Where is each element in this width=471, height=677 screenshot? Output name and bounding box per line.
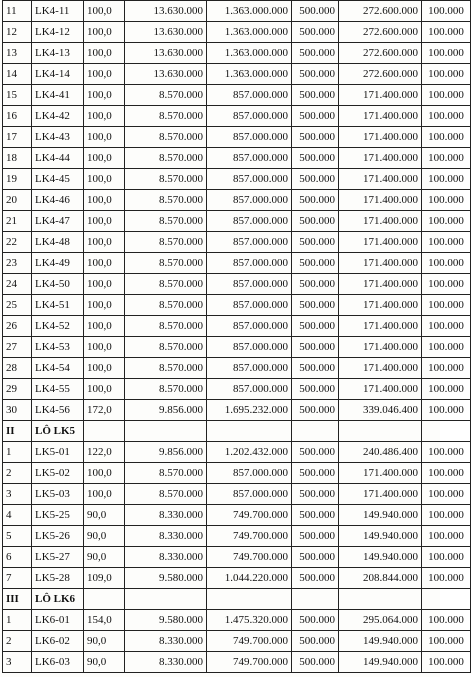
table-row — [3, 85, 471, 106]
cell-total: 857.000.000 — [207, 295, 292, 316]
table-row — [3, 1, 471, 22]
cell-extra: 100.000 — [422, 547, 471, 568]
cell-deposit: 171.400.000 — [339, 148, 422, 169]
cell-area: 100,0 — [84, 295, 125, 316]
cell-total: 1.475.320.000 — [207, 610, 292, 631]
table-row — [3, 442, 471, 463]
cell-unit-price: 9.856.000 — [125, 400, 207, 421]
cell-deposit: 171.400.000 — [339, 274, 422, 295]
cell-fee: 500.000 — [292, 1, 339, 22]
cell-total: 857.000.000 — [207, 274, 292, 295]
cell-unit-price: 13.630.000 — [125, 1, 207, 22]
cell-total: 749.700.000 — [207, 526, 292, 547]
cell-stt: 26 — [3, 316, 32, 337]
table-row — [3, 505, 471, 526]
table-row — [3, 526, 471, 547]
cell-total: 857.000.000 — [207, 337, 292, 358]
cell-total: 857.000.000 — [207, 169, 292, 190]
cell-extra: 100.000 — [422, 316, 471, 337]
cell-code: LK4-45 — [32, 169, 84, 190]
cell-deposit: 171.400.000 — [339, 358, 422, 379]
cell-extra: 100.000 — [422, 1, 471, 22]
cell-code: LK5-26 — [32, 526, 84, 547]
cell-total: 1.363.000.000 — [207, 1, 292, 22]
cell-stt: 29 — [3, 379, 32, 400]
cell-stt: 15 — [3, 85, 32, 106]
cell-stt: 14 — [3, 64, 32, 85]
cell-area: 100,0 — [84, 148, 125, 169]
cell-stt: 13 — [3, 43, 32, 64]
cell-code: LK4-11 — [32, 1, 84, 22]
cell-unit-price: 8.570.000 — [125, 295, 207, 316]
cell-area: 100,0 — [84, 64, 125, 85]
cell-unit-price: 13.630.000 — [125, 22, 207, 43]
cell-unit-price: 8.570.000 — [125, 85, 207, 106]
cell-extra: 100.000 — [422, 148, 471, 169]
cell-extra: 100.000 — [422, 274, 471, 295]
cell-code: LK5-27 — [32, 547, 84, 568]
cell-fee: 500.000 — [292, 358, 339, 379]
cell-fee: 500.000 — [292, 253, 339, 274]
cell-deposit: 171.400.000 — [339, 337, 422, 358]
cell-deposit: 149.940.000 — [339, 505, 422, 526]
empty-cell — [84, 421, 125, 442]
cell-area: 100,0 — [84, 22, 125, 43]
cell-code: LK4-12 — [32, 22, 84, 43]
cell-unit-price: 9.856.000 — [125, 442, 207, 463]
cell-stt: 2 — [3, 631, 32, 652]
cell-area: 100,0 — [84, 1, 125, 22]
cell-unit-price: 8.570.000 — [125, 274, 207, 295]
cell-stt: 3 — [3, 652, 32, 673]
cell-stt: 11 — [3, 1, 32, 22]
cell-total: 1.363.000.000 — [207, 43, 292, 64]
table-row — [3, 547, 471, 568]
cell-code: LK5-01 — [32, 442, 84, 463]
cell-area: 100,0 — [84, 463, 125, 484]
cell-fee: 500.000 — [292, 169, 339, 190]
cell-deposit: 171.400.000 — [339, 316, 422, 337]
cell-total: 857.000.000 — [207, 253, 292, 274]
cell-fee: 500.000 — [292, 232, 339, 253]
cell-area: 100,0 — [84, 358, 125, 379]
cell-area: 154,0 — [84, 610, 125, 631]
cell-deposit: 149.940.000 — [339, 631, 422, 652]
table-row — [3, 400, 471, 421]
cell-extra: 100.000 — [422, 484, 471, 505]
cell-code: LK4-52 — [32, 316, 84, 337]
cell-total: 857.000.000 — [207, 484, 292, 505]
cell-fee: 500.000 — [292, 442, 339, 463]
table-row — [3, 253, 471, 274]
cell-deposit: 171.400.000 — [339, 190, 422, 211]
empty-cell — [422, 589, 471, 610]
cell-extra: 100.000 — [422, 64, 471, 85]
cell-code: LK6-03 — [32, 652, 84, 673]
cell-extra: 100.000 — [422, 505, 471, 526]
cell-code: LK4-42 — [32, 106, 84, 127]
cell-total: 1.202.432.000 — [207, 442, 292, 463]
cell-total: 749.700.000 — [207, 547, 292, 568]
cell-extra: 100.000 — [422, 106, 471, 127]
empty-cell — [125, 421, 207, 442]
cell-stt: 7 — [3, 568, 32, 589]
cell-unit-price: 8.570.000 — [125, 106, 207, 127]
cell-extra: 100.000 — [422, 568, 471, 589]
table-row — [3, 274, 471, 295]
cell-code: LK6-01 — [32, 610, 84, 631]
cell-unit-price: 8.570.000 — [125, 463, 207, 484]
cell-deposit: 171.400.000 — [339, 253, 422, 274]
cell-unit-price: 9.580.000 — [125, 568, 207, 589]
cell-area: 100,0 — [84, 379, 125, 400]
cell-fee: 500.000 — [292, 652, 339, 673]
cell-area: 100,0 — [84, 337, 125, 358]
cell-area: 100,0 — [84, 190, 125, 211]
cell-total: 1.044.220.000 — [207, 568, 292, 589]
table-row — [3, 43, 471, 64]
empty-cell — [339, 589, 422, 610]
cell-stt: 6 — [3, 547, 32, 568]
cell-area: 172,0 — [84, 400, 125, 421]
cell-extra: 100.000 — [422, 337, 471, 358]
cell-area: 100,0 — [84, 253, 125, 274]
cell-total: 857.000.000 — [207, 379, 292, 400]
cell-unit-price: 8.570.000 — [125, 190, 207, 211]
cell-total: 857.000.000 — [207, 232, 292, 253]
cell-extra: 100.000 — [422, 253, 471, 274]
cell-deposit: 149.940.000 — [339, 652, 422, 673]
cell-extra: 100.000 — [422, 85, 471, 106]
cell-total: 857.000.000 — [207, 85, 292, 106]
cell-area: 109,0 — [84, 568, 125, 589]
table-row — [3, 211, 471, 232]
cell-deposit: 171.400.000 — [339, 211, 422, 232]
cell-extra: 100.000 — [422, 211, 471, 232]
cell-unit-price: 8.330.000 — [125, 652, 207, 673]
cell-total: 1.363.000.000 — [207, 64, 292, 85]
cell-extra: 100.000 — [422, 379, 471, 400]
empty-cell — [125, 589, 207, 610]
cell-deposit: 339.046.400 — [339, 400, 422, 421]
cell-code: LK4-49 — [32, 253, 84, 274]
cell-unit-price: 8.570.000 — [125, 169, 207, 190]
cell-stt: 24 — [3, 274, 32, 295]
empty-cell — [292, 589, 339, 610]
table-row — [3, 106, 471, 127]
cell-fee: 500.000 — [292, 148, 339, 169]
cell-area: 100,0 — [84, 316, 125, 337]
table-row — [3, 169, 471, 190]
table-row — [3, 610, 471, 631]
cell-deposit: 272.600.000 — [339, 22, 422, 43]
cell-fee: 500.000 — [292, 400, 339, 421]
cell-area: 100,0 — [84, 169, 125, 190]
cell-fee: 500.000 — [292, 568, 339, 589]
cell-total: 1.363.000.000 — [207, 22, 292, 43]
cell-code: LK4-13 — [32, 43, 84, 64]
table-row — [3, 463, 471, 484]
cell-unit-price: 13.630.000 — [125, 43, 207, 64]
cell-extra: 100.000 — [422, 400, 471, 421]
cell-area: 90,0 — [84, 547, 125, 568]
cell-unit-price: 8.570.000 — [125, 379, 207, 400]
cell-fee: 500.000 — [292, 274, 339, 295]
cell-total: 857.000.000 — [207, 190, 292, 211]
cell-fee: 500.000 — [292, 337, 339, 358]
cell-extra: 100.000 — [422, 631, 471, 652]
cell-extra: 100.000 — [422, 652, 471, 673]
cell-extra: 100.000 — [422, 526, 471, 547]
cell-code: LK4-55 — [32, 379, 84, 400]
cell-unit-price: 13.630.000 — [125, 64, 207, 85]
cell-code: LK5-28 — [32, 568, 84, 589]
cell-fee: 500.000 — [292, 484, 339, 505]
cell-fee: 500.000 — [292, 85, 339, 106]
cell-stt: 5 — [3, 526, 32, 547]
cell-code: LK5-03 — [32, 484, 84, 505]
section-row — [3, 421, 471, 442]
cell-fee: 500.000 — [292, 22, 339, 43]
cell-area: 100,0 — [84, 484, 125, 505]
cell-unit-price: 8.570.000 — [125, 337, 207, 358]
cell-deposit: 171.400.000 — [339, 85, 422, 106]
cell-unit-price: 9.580.000 — [125, 610, 207, 631]
table-row — [3, 379, 471, 400]
section-title: LÔ LK5 — [32, 421, 84, 442]
cell-unit-price: 8.570.000 — [125, 127, 207, 148]
cell-area: 90,0 — [84, 631, 125, 652]
cell-deposit: 171.400.000 — [339, 484, 422, 505]
cell-total: 749.700.000 — [207, 631, 292, 652]
cell-total: 857.000.000 — [207, 358, 292, 379]
cell-unit-price: 8.330.000 — [125, 505, 207, 526]
cell-unit-price: 8.330.000 — [125, 631, 207, 652]
cell-code: LK5-25 — [32, 505, 84, 526]
cell-total: 857.000.000 — [207, 106, 292, 127]
cell-code: LK4-43 — [32, 127, 84, 148]
cell-fee: 500.000 — [292, 505, 339, 526]
cell-fee: 500.000 — [292, 316, 339, 337]
cell-stt: 16 — [3, 106, 32, 127]
cell-stt: 23 — [3, 253, 32, 274]
cell-stt: 25 — [3, 295, 32, 316]
table-row — [3, 358, 471, 379]
cell-total: 749.700.000 — [207, 652, 292, 673]
cell-extra: 100.000 — [422, 43, 471, 64]
table-row — [3, 127, 471, 148]
cell-code: LK4-53 — [32, 337, 84, 358]
cell-fee: 500.000 — [292, 463, 339, 484]
cell-unit-price: 8.570.000 — [125, 253, 207, 274]
cell-deposit: 171.400.000 — [339, 106, 422, 127]
cell-deposit: 171.400.000 — [339, 379, 422, 400]
cell-code: LK4-41 — [32, 85, 84, 106]
section-title: LÔ LK6 — [32, 589, 84, 610]
cell-stt: 1 — [3, 442, 32, 463]
cell-unit-price: 8.570.000 — [125, 148, 207, 169]
cell-fee: 500.000 — [292, 610, 339, 631]
cell-area: 100,0 — [84, 211, 125, 232]
cell-deposit: 208.844.000 — [339, 568, 422, 589]
cell-fee: 500.000 — [292, 547, 339, 568]
table-row — [3, 337, 471, 358]
cell-extra: 100.000 — [422, 190, 471, 211]
cell-code: LK4-44 — [32, 148, 84, 169]
empty-cell — [84, 589, 125, 610]
cell-stt: 20 — [3, 190, 32, 211]
empty-cell — [422, 421, 471, 442]
cell-code: LK4-51 — [32, 295, 84, 316]
table-row — [3, 148, 471, 169]
cell-code: LK4-56 — [32, 400, 84, 421]
cell-unit-price: 8.330.000 — [125, 526, 207, 547]
cell-code: LK4-54 — [32, 358, 84, 379]
table-row — [3, 295, 471, 316]
cell-fee: 500.000 — [292, 526, 339, 547]
cell-total: 857.000.000 — [207, 316, 292, 337]
cell-deposit: 171.400.000 — [339, 463, 422, 484]
cell-deposit: 295.064.000 — [339, 610, 422, 631]
cell-stt: 1 — [3, 610, 32, 631]
cell-stt: 12 — [3, 22, 32, 43]
table-row — [3, 568, 471, 589]
section-number: III — [3, 589, 32, 610]
cell-deposit: 149.940.000 — [339, 547, 422, 568]
cell-extra: 100.000 — [422, 442, 471, 463]
cell-fee: 500.000 — [292, 295, 339, 316]
cell-extra: 100.000 — [422, 22, 471, 43]
cell-total: 857.000.000 — [207, 211, 292, 232]
cell-stt: 28 — [3, 358, 32, 379]
cell-fee: 500.000 — [292, 631, 339, 652]
cell-total: 1.695.232.000 — [207, 400, 292, 421]
cell-deposit: 171.400.000 — [339, 295, 422, 316]
cell-unit-price: 8.570.000 — [125, 232, 207, 253]
cell-stt: 27 — [3, 337, 32, 358]
cell-area: 100,0 — [84, 43, 125, 64]
cell-deposit: 240.486.400 — [339, 442, 422, 463]
cell-code: LK4-48 — [32, 232, 84, 253]
cell-total: 857.000.000 — [207, 463, 292, 484]
cell-deposit: 171.400.000 — [339, 127, 422, 148]
cell-stt: 19 — [3, 169, 32, 190]
cell-extra: 100.000 — [422, 463, 471, 484]
cell-deposit: 272.600.000 — [339, 43, 422, 64]
cell-stt: 4 — [3, 505, 32, 526]
cell-deposit: 272.600.000 — [339, 1, 422, 22]
cell-fee: 500.000 — [292, 106, 339, 127]
cell-code: LK6-02 — [32, 631, 84, 652]
cell-extra: 100.000 — [422, 169, 471, 190]
cell-fee: 500.000 — [292, 127, 339, 148]
cell-extra: 100.000 — [422, 232, 471, 253]
empty-cell — [207, 589, 292, 610]
cell-stt: 2 — [3, 463, 32, 484]
table-row — [3, 631, 471, 652]
table-row — [3, 22, 471, 43]
cell-stt: 22 — [3, 232, 32, 253]
cell-unit-price: 8.570.000 — [125, 316, 207, 337]
cell-stt: 17 — [3, 127, 32, 148]
cell-area: 90,0 — [84, 505, 125, 526]
cell-area: 100,0 — [84, 232, 125, 253]
cell-deposit: 149.940.000 — [339, 526, 422, 547]
cell-deposit: 171.400.000 — [339, 169, 422, 190]
cell-area: 100,0 — [84, 127, 125, 148]
cell-extra: 100.000 — [422, 295, 471, 316]
table-row — [3, 232, 471, 253]
cell-fee: 500.000 — [292, 379, 339, 400]
cell-total: 749.700.000 — [207, 505, 292, 526]
cell-area: 100,0 — [84, 274, 125, 295]
cell-code: LK4-50 — [32, 274, 84, 295]
price-table-body — [3, 1, 471, 673]
table-row — [3, 64, 471, 85]
cell-stt: 30 — [3, 400, 32, 421]
cell-total: 857.000.000 — [207, 148, 292, 169]
cell-area: 90,0 — [84, 526, 125, 547]
section-row — [3, 589, 471, 610]
cell-stt: 3 — [3, 484, 32, 505]
cell-code: LK4-14 — [32, 64, 84, 85]
cell-deposit: 171.400.000 — [339, 232, 422, 253]
cell-unit-price: 8.330.000 — [125, 547, 207, 568]
empty-cell — [292, 421, 339, 442]
cell-code: LK4-46 — [32, 190, 84, 211]
cell-extra: 100.000 — [422, 358, 471, 379]
cell-fee: 500.000 — [292, 190, 339, 211]
table-row — [3, 316, 471, 337]
table-row — [3, 190, 471, 211]
cell-unit-price: 8.570.000 — [125, 484, 207, 505]
cell-unit-price: 8.570.000 — [125, 211, 207, 232]
cell-fee: 500.000 — [292, 211, 339, 232]
cell-total: 857.000.000 — [207, 127, 292, 148]
section-number: II — [3, 421, 32, 442]
cell-fee: 500.000 — [292, 64, 339, 85]
cell-deposit: 272.600.000 — [339, 64, 422, 85]
cell-stt: 21 — [3, 211, 32, 232]
cell-stt: 18 — [3, 148, 32, 169]
cell-area: 90,0 — [84, 652, 125, 673]
cell-code: LK4-47 — [32, 211, 84, 232]
cell-area: 100,0 — [84, 106, 125, 127]
cell-fee: 500.000 — [292, 43, 339, 64]
cell-unit-price: 8.570.000 — [125, 358, 207, 379]
empty-cell — [207, 421, 292, 442]
price-table — [2, 0, 471, 673]
cell-extra: 100.000 — [422, 127, 471, 148]
table-row — [3, 484, 471, 505]
empty-cell — [339, 421, 422, 442]
cell-code: LK5-02 — [32, 463, 84, 484]
cell-area: 100,0 — [84, 85, 125, 106]
cell-extra: 100.000 — [422, 610, 471, 631]
table-row — [3, 652, 471, 673]
cell-area: 122,0 — [84, 442, 125, 463]
